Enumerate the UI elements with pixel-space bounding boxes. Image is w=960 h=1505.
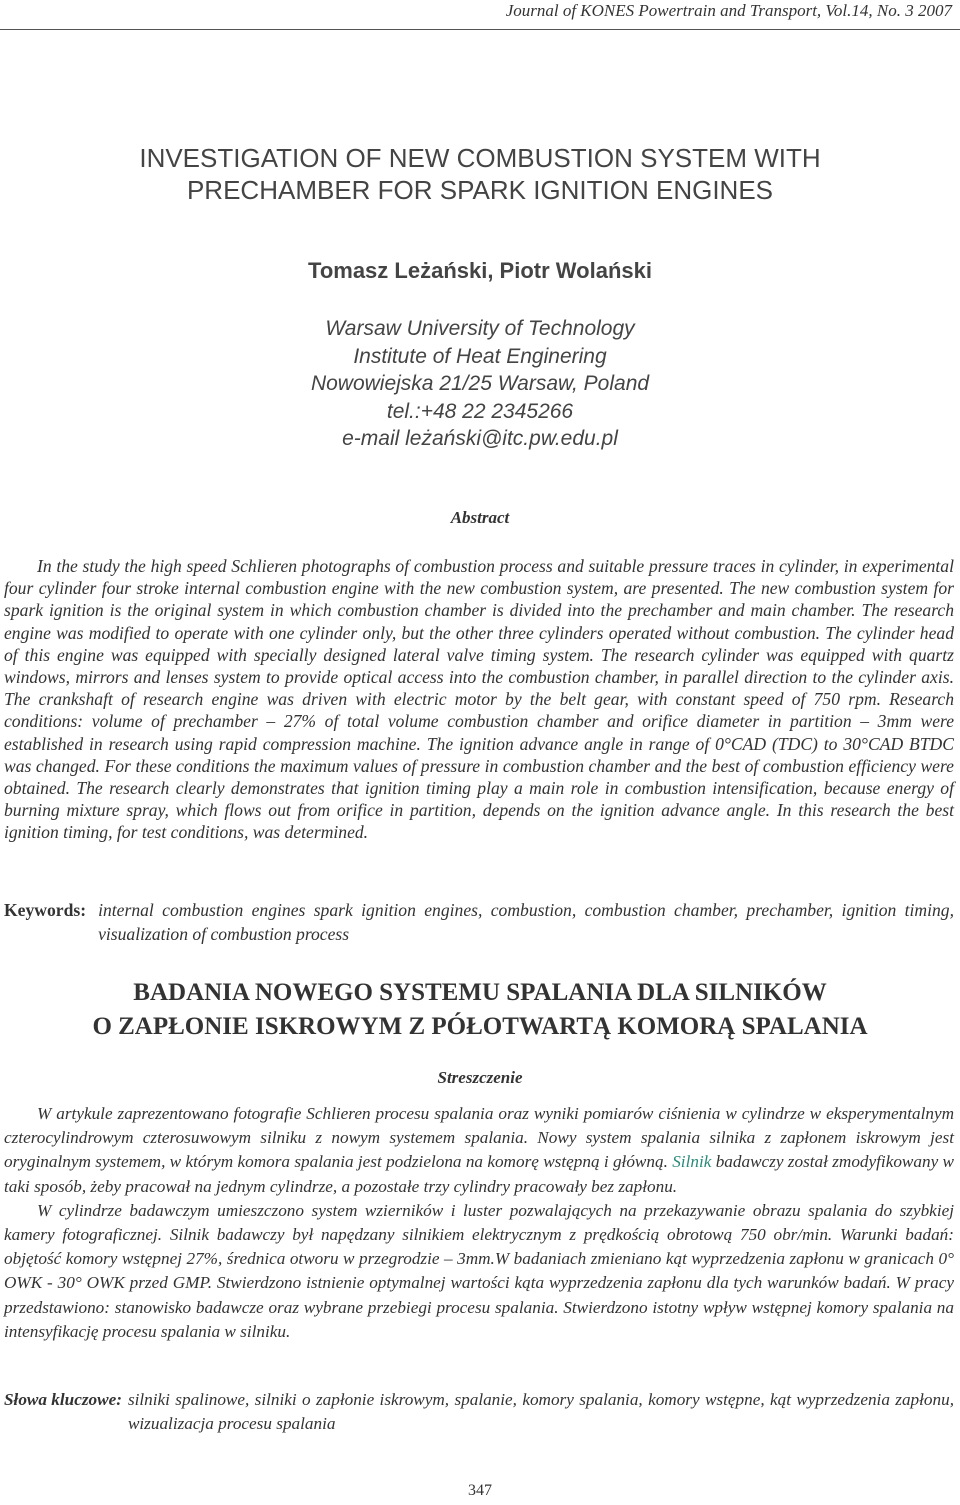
streszczenie-heading: Streszczenie xyxy=(437,1068,523,1087)
affiliation-email[interactable]: e-mail leżański@itc.pw.edu.pl xyxy=(342,427,618,450)
journal-header: Journal of KONES Powertrain and Transport, Vol.14, No. 3 2007 xyxy=(505,1,952,20)
paper-title-line-2: PRECHAMBER FOR SPARK IGNITION ENGINES xyxy=(186,175,774,205)
affiliation-university: Warsaw University of Technology xyxy=(325,317,635,340)
streszczenie-body xyxy=(4,1102,954,1344)
slowa-kluczowe-text: silniki spalinowe, silniki o zapłonie iskrowym, spalanie, komory spalania, komory wstępne, kąt wyprzedzenia zapłonu, wizualizacja procesu spalania xyxy=(127,1390,954,1434)
affiliation-institute: Institute of Heat Enginering xyxy=(353,344,607,368)
polish-title xyxy=(0,976,960,1044)
streszczenie-p1-text: W artykule zaprezentowano fotografie Schlieren procesu spalania oraz wyniki pomiarów ciśnienia w cylindrze w eksperymentalnym czterocylindrowym czterosuwowym silniku z nowym systemem spalania. Nowy system spalania silnika z zapłonem iskrowym jest oryginalnym systemem, w którym komora spalania jest podzielona na komorę wstępną i główną. xyxy=(4,1104,954,1172)
page-number: 347 xyxy=(468,1482,492,1499)
paper-title-line-1: INVESTIGATION OF NEW COMBUSTION SYSTEM WITH xyxy=(139,143,821,173)
keywords xyxy=(4,898,954,946)
keywords-label: Keywords: xyxy=(4,900,87,920)
affiliation-address: Nowowiejska 21/25 Warsaw, Poland xyxy=(310,372,650,395)
header-divider xyxy=(0,29,960,30)
polish-title-line-2: O ZAPŁONIE ISKROWYM Z PÓŁOTWARTĄ KOMORĄ SPALANIA xyxy=(92,1013,868,1040)
slowa-kluczowe-label: Słowa kluczowe: xyxy=(4,1390,122,1409)
affiliation xyxy=(0,315,960,453)
authors: Tomasz Leżański, Piotr Wolański xyxy=(308,258,652,283)
streszczenie-p1-rest: badawczy został zmodyfikowany w taki sposób, żeby pracował na jednym cylindrze, a pozostałe trzy cylindry pracowały bez zapłonu. xyxy=(4,1152,954,1196)
affiliation-phone: tel.:+48 22 2345266 xyxy=(386,399,574,423)
streszczenie-paragraph-2: W cylindrze badawczym umieszczono system wzierników i luster pozwalających na przekazywanie obrazu spalania do szybkiej kamery fotograficznej. Silnik badawczy był napędzany silnikiem elektrycznym z prędkością obrotową 750 obr/min. Warunki badań: objętość komory wstępnej 27%, średnica otworu w przegrodzie – 3mm.W badaniach zmieniano kąt wyprzedzenia zapłonu w granicach 0° OWK - 30° OWK przed GMP. Stwierdzono istnienie optymalnej wartości kąta wyprzedzenia zapłonu dla tych warunków badań. W pracy przedstawiono: stanowisko badawcze oraz wybrane przebiegi procesu spalania. Stwierdzono istotny wpływ wstępnej komory spalania na intensyfikację procesu spalania w silniku. xyxy=(4,1200,954,1341)
keywords-text: internal combustion engines spark ignition engines, combustion, combustion chamber, prechamber, ignition timing, visualization of combustion process xyxy=(98,900,954,944)
slowa-kluczowe xyxy=(4,1388,954,1437)
abstract-text: In the study the high speed Schlieren photographs of combustion process and suitable pressure traces in cylinder, in experimental four cylinder four stroke internal combustion engine with the new combustion system, are presented. The new combustion system for spark ignition is the original system in which combustion chamber is divided into the prechamber and main chamber. The research engine was modified to operate with one cylinder only, but the other three cylinders operated without combustion. The cylinder head of this engine was equipped with specially designed lateral valve timing system. The research cylinder was equipped with quartz windows, mirrors and lenses system to provide optical access into the combustion chamber, in parallel direction to the cylinder axis. The crankshaft of research engine was driven with electric motor by the belt gear, with constant speed of 750 rpm. Research conditions: volume of prechamber – 27% of total volume combustion chamber and orifice diameter in partition – 3mm were established in research using rapid compression machine. The ignition advance angle in range of 0°CAD (TDC) to 30°CAD BTDC was changed. For these conditions the maximum values of pressure in combustion chamber and the best of combustion efficiency were obtained. The research clearly demonstrates that ignition timing play a main role in combustion intensification, because energy of burning mixture spray, which flows out from orifice in partition, depends on the ignition advance angle. In this research the best ignition timing, for test conditions, was determined. xyxy=(4,556,954,843)
abstract-heading: Abstract xyxy=(450,508,510,527)
streszczenie-paragraph-1 xyxy=(4,1102,954,1199)
paper-title xyxy=(0,142,960,206)
silnik-link[interactable]: Silnik xyxy=(672,1152,712,1172)
polish-title-line-1: BADANIA NOWEGO SYSTEMU SPALANIA DLA SILNIKÓW xyxy=(133,979,827,1006)
